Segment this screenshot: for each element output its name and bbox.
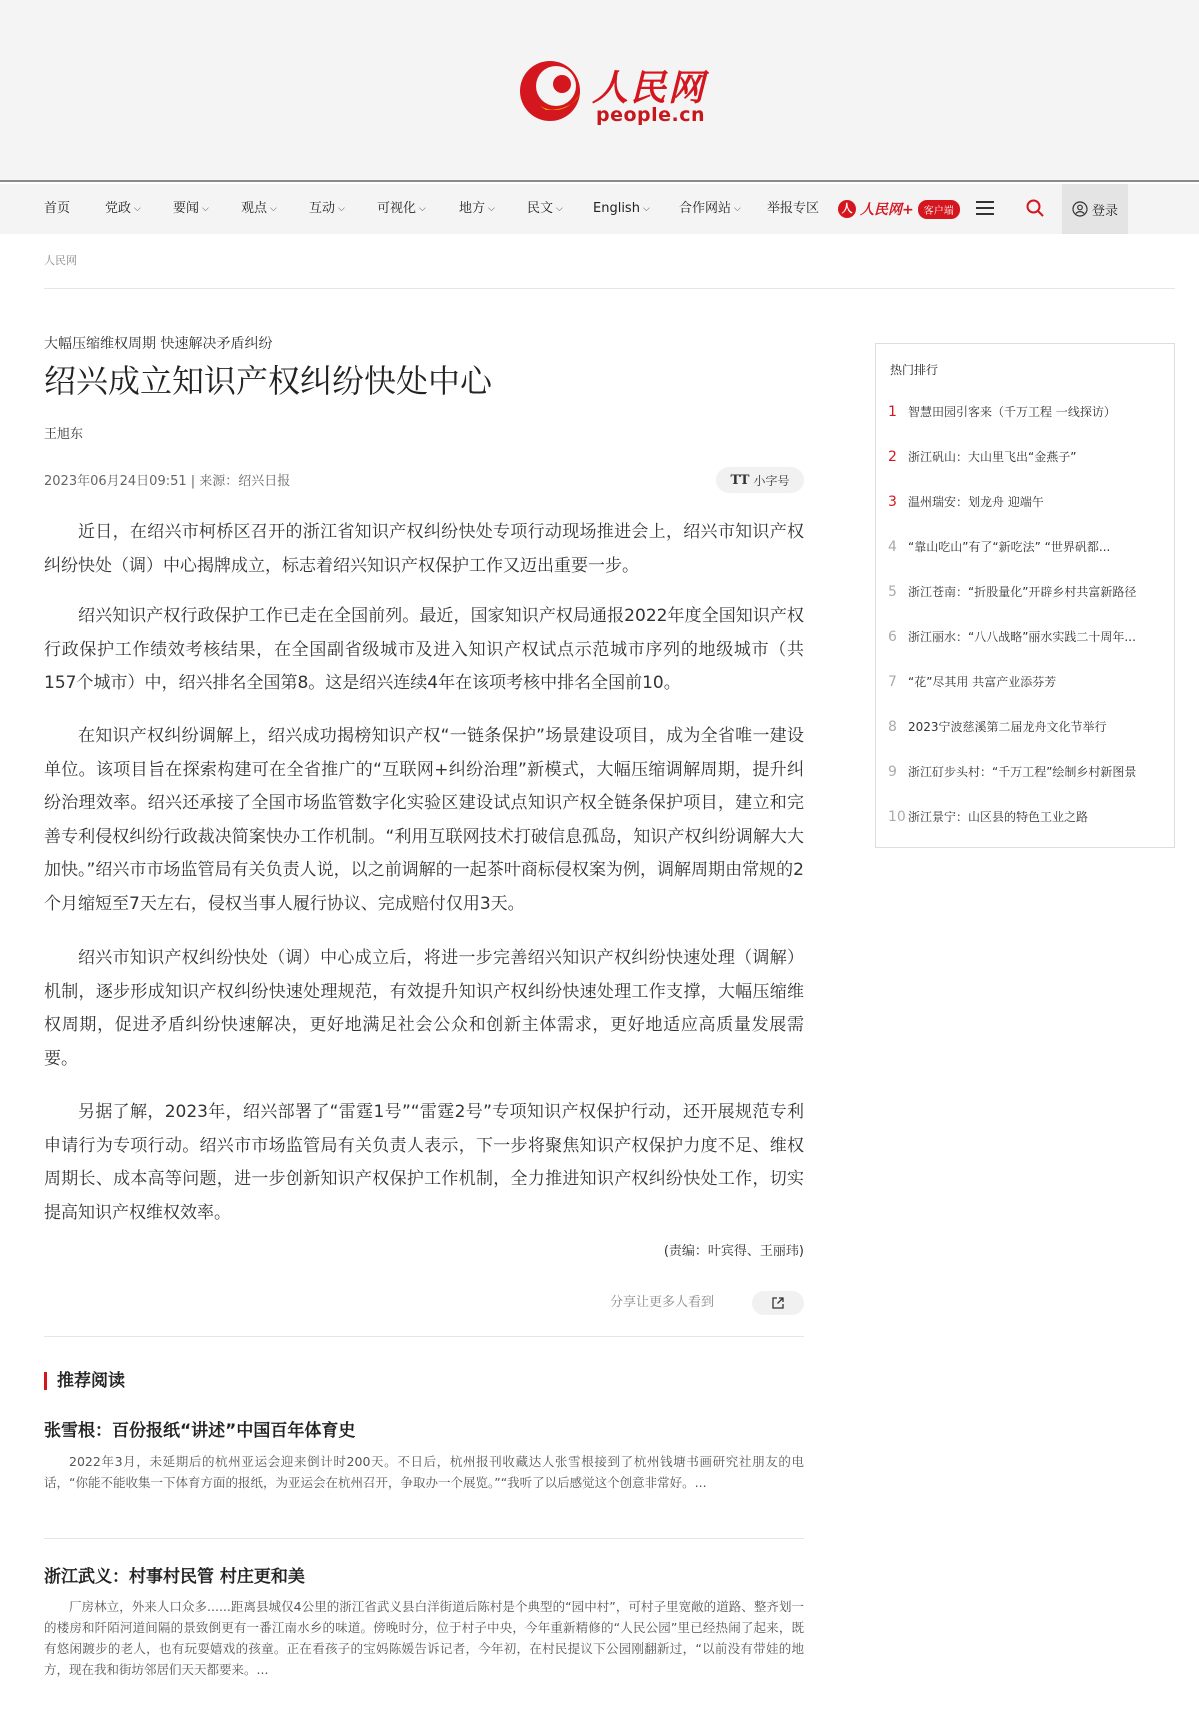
article-paragraph: 绍兴市知识产权纠纷快处（调）中心成立后，将进一步完善绍兴知识产权纠纷快速处理（调解）机制，逐步形成知识产权纠纷快速处理规范，有效提升知识产权纠纷快速处理工作支撑，大幅压缩维权周期，促进矛盾纠纷快速解决，更好地满足社会公众和创新主体需求，更好地适应高质量发展需要。 bbox=[44, 948, 804, 1069]
chevron-down-icon: ⌵ bbox=[419, 204, 426, 214]
chevron-down-icon: ⌵ bbox=[338, 204, 345, 214]
share-arrow-icon bbox=[771, 1296, 785, 1310]
article-paragraph: 在知识产权纠纷调解上，绍兴成功揭榜知识产权“一链条保护”场景建设项目，成为全省唯一建设单位。该项目旨在探索构建可在全省推广的“互联网+纠纷治理”新模式，大幅压缩调解周期，提升纠纷治理效率。绍兴还承接了全国市场监管数字化实验区建设试点知识产权全链条保护项目，建立和完善专利侵权纠纷行政裁决简案快办工作机制。“利用互联网技术打破信息孤岛，知识产权纠纷调解大大加快。”绍兴市市场监管局有关负责人说，以之前调解的一起茶叶商标侵权案为例，调解周期由常规的2个月缩短至7天左右，侵权当事人履行协议、完成赔付仅用3天。 bbox=[44, 726, 804, 914]
login-label: 登录 bbox=[1091, 203, 1118, 219]
divider bbox=[44, 1336, 804, 1337]
hot-ranking-title: 热门排行 bbox=[890, 363, 939, 377]
nav-item-party[interactable]: 党政 ⌵ bbox=[105, 184, 141, 234]
font-size-icon: TT bbox=[730, 472, 750, 488]
nav-item-interact[interactable]: 互动 ⌵ bbox=[309, 184, 345, 234]
recommend-item-summary: 2022年3月，未延期后的杭州亚运会迎来倒计时200天。不日后，杭州报刊收藏达人张雪根接到了杭州钱塘书画研究社朋友的电话，“你能不能收集一下体育方面的报纸，为亚运会在杭州召开，争取办一个展览。”“我听了以后感觉这个创意非常好。... bbox=[44, 1454, 804, 1490]
hot-ranking-item[interactable]: 6 浙江丽水：“八八战略”丽水实践二十周年... bbox=[888, 629, 1136, 645]
article-meta: 2023年06月24日09:51 | 来源：绍兴日报 bbox=[44, 474, 291, 489]
article-title: 绍兴成立知识产权纠纷快处中心 bbox=[44, 362, 493, 400]
nav-item-local[interactable]: 地方 ⌵ bbox=[459, 184, 495, 234]
chevron-down-icon: ⌵ bbox=[488, 204, 495, 214]
app-pill: 客户端 bbox=[918, 200, 960, 219]
header-band bbox=[0, 0, 1199, 182]
hot-ranking-panel bbox=[875, 343, 1175, 848]
logo-text: 人民网 bbox=[592, 67, 707, 109]
recommend-heading: 推荐阅读 bbox=[44, 1372, 125, 1390]
nav-item-minority[interactable]: 民文 ⌵ bbox=[527, 184, 563, 234]
hot-ranking-item[interactable]: 9 浙江矴步头村：“千万工程”绘制乡村新图景 bbox=[888, 764, 1137, 780]
article-paragraph: 近日，在绍兴市柯桥区召开的浙江省知识产权纠纷快处专项行动现场推进会上，绍兴市知识产权纠纷快处（调）中心揭牌成立，标志着绍兴知识产权保护工作又迈出重要一步。 bbox=[44, 522, 804, 576]
nav-item-visual[interactable]: 可视化 ⌵ bbox=[377, 184, 426, 234]
nav-item-home[interactable]: 首页 bbox=[44, 201, 71, 216]
font-size-label: 小字号 bbox=[753, 473, 790, 488]
nav-item-news[interactable]: 要闻 ⌵ bbox=[173, 184, 209, 234]
article-paragraph: 绍兴知识产权行政保护工作已走在全国前列。最近，国家知识产权局通报2022年度全国知识产权行政保护工作绩效考核结果，在全国副省级城市及进入知识产权试点示范城市序列的地级城市（共157个城市）中，绍兴排名全国第8。这是绍兴连续4年在该项考核中排名全国前10。 bbox=[44, 606, 804, 693]
divider bbox=[44, 288, 1175, 289]
hot-ranking-item[interactable]: 3 温州瑞安：划龙舟 迎端午 bbox=[888, 494, 1044, 510]
hot-ranking-item[interactable]: 7 “花”尽其用 共富产业添芬芳 bbox=[888, 674, 1057, 690]
chevron-down-icon: ⌵ bbox=[134, 204, 141, 214]
login-button[interactable] bbox=[1062, 184, 1128, 234]
chevron-down-icon: ⌵ bbox=[202, 204, 209, 214]
chevron-down-icon: ⌵ bbox=[556, 204, 563, 214]
article-author: 王旭东 bbox=[44, 427, 84, 442]
search-icon[interactable] bbox=[1025, 198, 1045, 218]
nav-item-opinion[interactable]: 观点 ⌵ bbox=[241, 184, 277, 234]
font-size-toggle-button[interactable] bbox=[716, 467, 804, 493]
app-download-link[interactable] bbox=[838, 198, 960, 220]
hot-ranking-item[interactable]: 1 智慧田园引客来（千万工程 一线探访） bbox=[888, 404, 1116, 420]
hot-ranking-item[interactable]: 4 “靠山吃山”有了“新吃法” “世界矾都... bbox=[888, 539, 1111, 555]
hamburger-menu-icon[interactable] bbox=[975, 198, 995, 218]
divider bbox=[44, 1538, 804, 1539]
chevron-down-icon: ⌵ bbox=[642, 204, 650, 214]
article-paragraph: 另据了解，2023年，绍兴部署了“雷霆1号”“雷霆2号”专项知识产权保护行动，还开展规范专利申请行为专项行动。绍兴市市场监管局有关负责人表示，下一步将聚焦知识产权保护力度不足、维权周期长、成本高等问题，进一步创新知识产权保护工作机制，全力推进知识产权纠纷快处工作，切实提高知识产权维权效率。 bbox=[44, 1102, 804, 1223]
recommend-item-title[interactable]: 张雪根：百份报纸“讲述”中国百年体育史 bbox=[44, 1421, 356, 1441]
logo-subtext: people.cn bbox=[596, 104, 706, 126]
nav-item-english[interactable]: English ⌵ bbox=[593, 184, 650, 234]
hot-ranking-item[interactable]: 8 2023宁波慈溪第二届龙舟文化节举行 bbox=[888, 719, 1107, 735]
user-circle-icon bbox=[1072, 201, 1088, 217]
recommend-item-summary: 厂房林立，外来人口众多......距离县城仅4公里的浙江省武义县白洋街道后陈村是个典型的“园中村”，可村子里宽敞的道路、整齐划一的楼房和阡陌河道间隔的景致倒更有一番江南水乡的味道。傍晚时分，位于村子中央，今年重新精修的“人民公园”里已经热闹了起来，既有悠闲踱步的老人，也有玩耍嬉戏的孩童。正在看孩子的宝妈陈媛告诉记者，今年初，在村民提议下公园刚翻新过，“以前没有带娃的地方，现在我和街坊邻居们天天都要来。... bbox=[44, 1599, 804, 1677]
share-text: 分享让更多人看到 bbox=[610, 1295, 715, 1310]
app-name: 人民网+ bbox=[860, 202, 914, 218]
main-nav bbox=[0, 184, 1199, 234]
hot-ranking-item[interactable]: 2 浙江矾山：大山里飞出“金燕子” bbox=[888, 449, 1077, 465]
breadcrumb[interactable]: 人民网 bbox=[44, 254, 77, 267]
nav-item-report[interactable]: 举报专区 bbox=[767, 201, 820, 216]
article-editor: (责编：叶宾得、王丽玮) bbox=[663, 1244, 804, 1259]
chevron-down-icon: ⌵ bbox=[734, 204, 741, 214]
hot-ranking-item[interactable]: 5 浙江苍南：“折股量化”开辟乡村共富新路径 bbox=[888, 584, 1137, 600]
share-button[interactable] bbox=[752, 1291, 804, 1315]
app-logo-icon: 人 bbox=[838, 200, 856, 218]
hot-ranking-item[interactable]: 10 浙江景宁：山区县的特色工业之路 bbox=[888, 809, 1089, 825]
article-pre-title: 大幅压缩维权周期 快速解决矛盾纠纷 bbox=[44, 336, 273, 352]
recommend-item-title[interactable]: 浙江武义：村事村民管 村庄更和美 bbox=[44, 1567, 305, 1587]
nav-item-partners[interactable]: 合作网站 ⌵ bbox=[679, 184, 741, 234]
chevron-down-icon: ⌵ bbox=[270, 204, 277, 214]
